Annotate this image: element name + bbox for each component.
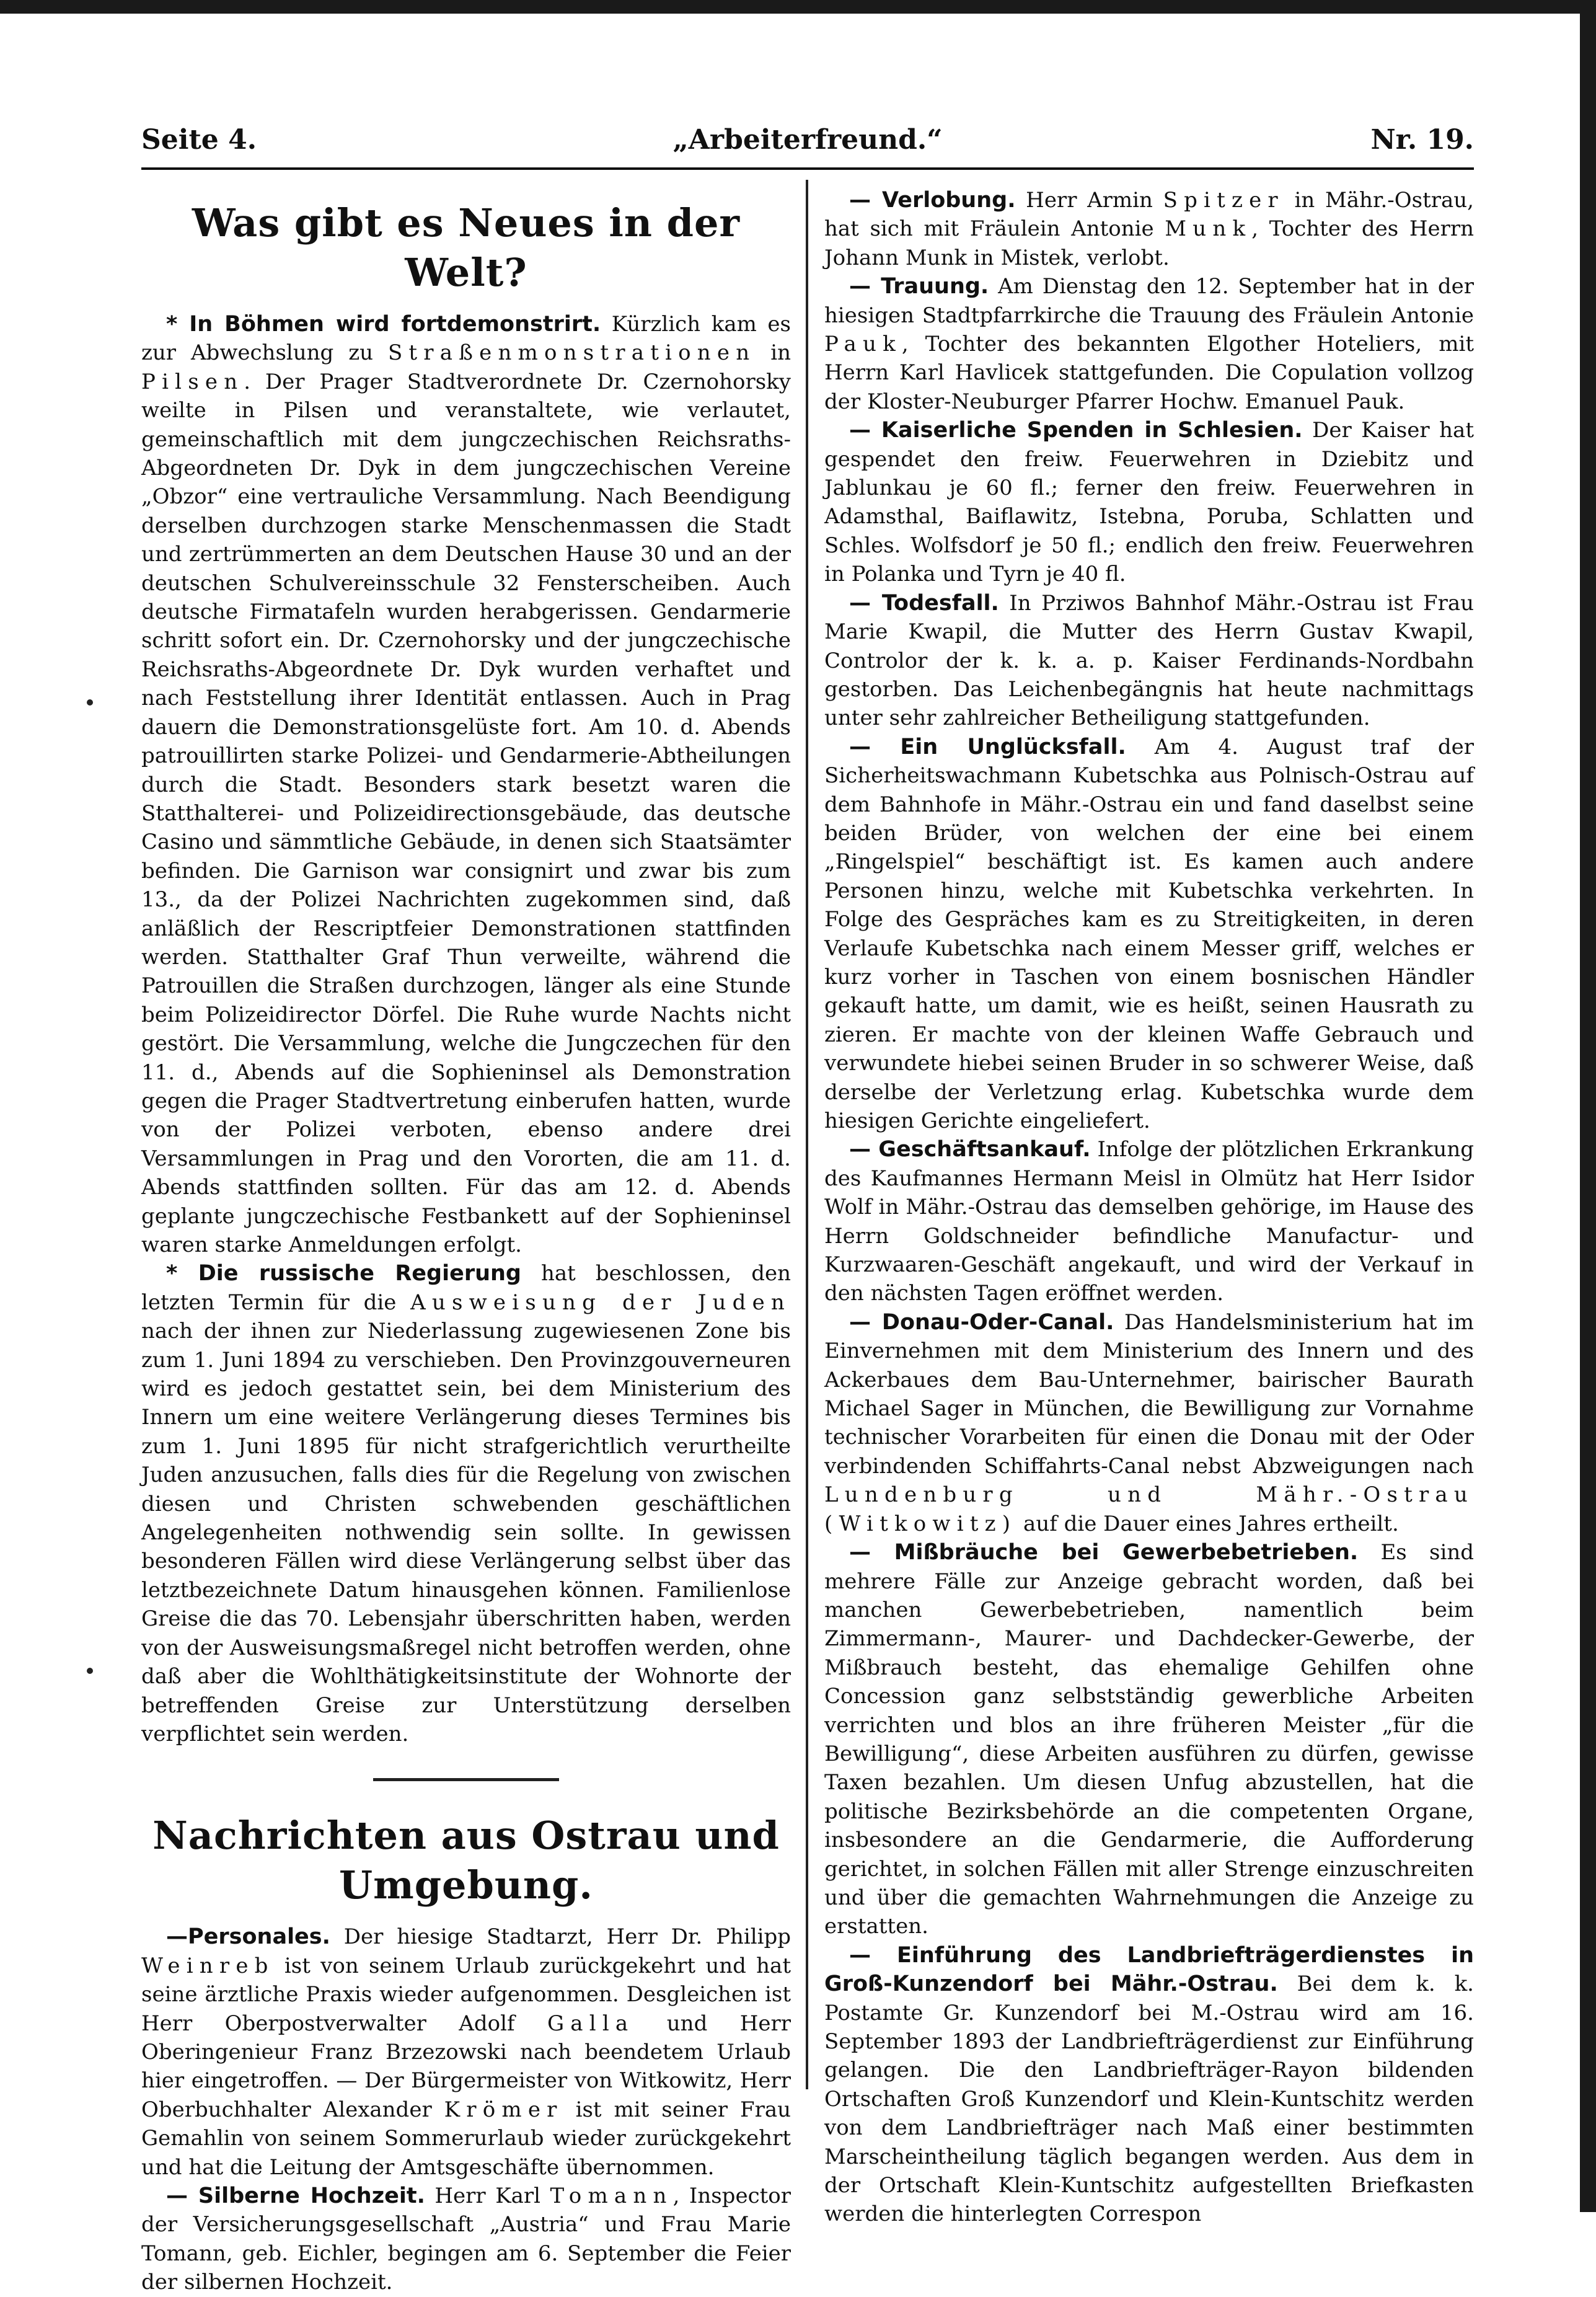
article-wedding: — Trauung. Am Dienstag den 12. September hat in der hiesigen Stadtpfarrkirche die Trauung des Fräulein Antonie Pauk, Tochter des bekannten Elgother Hoteliers, mit Herrn Karl Havlicek stattgefunden. Die Copulation vollzog der Kloster-Neuburger Pfarrer Hochw. Emanuel Pauk. bbox=[824, 274, 1474, 414]
left-column bbox=[141, 186, 791, 2297]
ink-spot bbox=[87, 1668, 93, 1674]
article-headline: — Silberne Hochzeit. bbox=[166, 2183, 425, 2208]
section-title-world-news: Was gibt es Neues in der Welt? bbox=[192, 200, 741, 295]
article-rural-postal-service: — Einführung des Landbriefträgerdienstes in Groß-Kunzendorf bei Mähr.-Ostrau. Bei dem k. k. Postamte Gr. Kunzendorf bei M.-Ostrau wird am 16. September 1893 der Landbriefträgerdienst zur Einführung gelangen. Die den Landbriefträger-Rayon bildenden Ortschaften Groß Kunzendorf und Klein-Kuntschitz werden von dem Landbriefträger nach Maß einer bestimmten Marscheintheilung täglich begangen werden. Aus dem in der Ortschaft Klein-Kuntschitz aufgestellten Briefkasten werden die hinterlegten Correspon bbox=[824, 1942, 1474, 2227]
article-silver-wedding: — Silberne Hochzeit. Herr Karl Tomann, Inspector der Versicherungsgesellschaft „Austria“ und Frau Marie Tomann, geb. Eichler, begingen am 6. September die Feier der silbernen Hochzeit. bbox=[141, 2183, 791, 2295]
article-headline: — Mißbräuche bei Gewerbebetrieben. bbox=[849, 1540, 1359, 1565]
article-accident: — Ein Unglücksfall. Am 4. August traf der Sicherheitswachmann Kubetschka aus Polnisch-Ostrau auf dem Bahnhofe in Mähr.-Ostrau ein und fand daselbst seine beiden Brüder, von welchen der eine bei einem „Ringelspiel“ beschäftigt ist. Es kamen auch andere Personen hinzu, welche mit Kubetschka verkehrten. In Folge des Gespräches kam es zu Streitigkeiten, in deren Verlaufe Kubetschka nach einem Messer griff, welches er kurz vorher in Taschen von einem bosnischen Händler gekauft hatte, um damit, wie es heißt, seinen Hausrath zu zieren. Er machte von der kleinen Waffe Gebrauch und verwundete hiebei seinen Bruder in so schwerer Weise, daß derselbe der Verletzung erlag. Kubetschka wurde dem hiesigen Gerichte eingeliefert. bbox=[824, 734, 1474, 1133]
article-headline: — Ein Unglücksfall. bbox=[849, 734, 1126, 759]
ink-spot bbox=[87, 699, 93, 706]
page-number: Seite 4. bbox=[141, 124, 257, 156]
article-headline: — Kaiserliche Spenden in Schlesien. bbox=[849, 418, 1303, 443]
article-headline: — Todesfall. bbox=[849, 590, 999, 616]
article-russia: * Die russische Regierung hat beschlossen, den letzten Termin für die Ausweisung der Juden nach der ihnen zur Niederlassung zugewiesenen Zone bis zum 1. Juni 1894 zu verschieben. Den Provinzgouverneuren wird es jedoch gestattet sein, bei dem Ministerium des Innern um eine weitere Verlängerung dieses Termines bis zum 1. Juni 1895 für nicht strafgerichtlich verurtheilte Juden anzusuchen, falls dies für die Regelung von zwischen diesen und Christen schwebenden geschäftlichen Angelegenheiten nothwendig sein sollte. In gewissen besonderen Fällen wird diese Verlängerung selbst über das letztbezeichnete Datum hinausgehen können. Familienlose Greise die das 70. Lebensjahr überschritten haben, werden von der Ausweisungsmaßregel nicht betroffen werden, ohne daß aber die Wohlthätigkeitsinstitute der Wohnorte der betreffenden Greise zur Unterstützung derselben verpflichtet sein werden. bbox=[141, 1261, 791, 1746]
article-danube-oder-canal: — Donau-Oder-Canal. Das Handelsministerium hat im Einvernehmen mit dem Ministerium des Innern und des Ackerbaues dem Bau-Unternehmer, bairischer Baurath Michael Sager in München, die Bewilligung zur Vornahme technischer Vorarbeiten für einen die Donau mit der Oder verbindenden Schiffahrts-Canal nebst Abzweigungen nach Lundenburg und Mähr.-Ostrau (Witkowitz) auf die Dauer eines Jahres ertheilt. bbox=[824, 1309, 1474, 1536]
article-trade-abuses: — Mißbräuche bei Gewerbebetrieben. Es sind mehrere Fälle zur Anzeige gebracht worden, daß bei manchen Gewerbebetrieben, namentlich beim Zimmermann-, Maurer- und Dachdecker-Gewerbe, der Mißbrauch besteht, das ehemalige Gehilfen ohne Concession ganz selbstständig gewerbliche Arbeiten verrichten und blos an ihre früheren Meister „für die Bewilligung“, diese Arbeiten ausführen zu dürfen, gewisse Taxen bezahlen. Um diesen Unfug abzustellen, hat die politische Bezirksbehörde an die competenten Organe, insbesondere an die Gendarmerie, die Aufforderung gerichtet, in solchen Fällen mit aller Strenge einzuschreiten und über die gemachten Wahrnehmungen die Anzeige zu erstatten. bbox=[824, 1540, 1474, 1939]
article-bohemia: * In Böhmen wird fortdemonstrirt. Kürzlich kam es zur Abwechslung zu Straßenmonstrationen in Pilsen. Der Prager Stadtverordnete Dr. Czernohorsky weilte in Pilsen und veranstaltete, wie verlautet, gemeinschaftlich mit dem jungczechischen Reichsraths-Abgeordneten Dr. Dyk in dem jungczechischen Vereine „Obzor“ eine vertrauliche Versammlung. Nach Beendigung derselben durchzogen starke Menschenmassen die Stadt und zertrümmerten an dem Deutschen Hause 30 und an der deutschen Schulvereinsschule 32 Fensterscheiben. Auch deutsche Firmatafeln wurden herabgerissen. Gendarmerie schritt sofort ein. Dr. Czernohorsky und der jungczechische Reichsraths-Abgeordnete Dr. Dyk wurden verhaftet und nach Feststellung ihrer Identität entlassen. Auch in Prag dauern die Demonstrationsgelüste fort. Am 10. d. Abends patrouillirten starke Polizei- und Gendarmerie-Abtheilungen durch die Stadt. Besonders stark besetzt waren die Statthalterei- und Polizeidirectionsgebäude, das deutsche Casino und sämmtliche Gebäude, in denen sich Staatsämter befinden. Die Garnison war consignirt und zwar bis zum 13., da der Polizei Nachrichten zugekommen sind, daß anläßlich der Rescriptfeier Demonstrationen stattfinden werden. Statthalter Graf Thun verweilte, während die Patrouillen die Straßen durchzogen, länger als eine Stunde beim Polizeidirector Dörfel. Die Ruhe wurde Nachts nicht gestört. Die Versammlung, welche die Jungczechen für den 11. d., Abends auf die Sophieninsel als Demonstration gegen die Prager Stadtvertretung einberufen hatten, wurde von der Polizei verboten, ebenso andere drei Versammlungen in Prag und den Vororten, die am 11. d. Abends stattfinden sollten. Für das am 12. d. Abends geplante jungczechische Festbankett auf der Sophieninsel waren starke Anmeldungen erfolgt. bbox=[141, 312, 791, 1257]
column-divider bbox=[806, 180, 808, 2089]
article-headline: — Donau-Oder-Canal. bbox=[849, 1309, 1114, 1335]
article-headline: — Einführung des Landbriefträgerdienstes in Groß-Kunzendorf bei Mähr.-Ostrau. bbox=[824, 1942, 1474, 1997]
article-headline: — Geschäftsankauf. bbox=[849, 1137, 1091, 1162]
article-headline: — Trauung. bbox=[849, 274, 989, 299]
article-headline: * In Böhmen wird fortdemonstrirt. bbox=[166, 312, 601, 337]
header-rule bbox=[141, 167, 1474, 170]
newspaper-title: „Arbeiterfreund.“ bbox=[672, 124, 943, 156]
article-imperial-donations: — Kaiserliche Spenden in Schlesien. Der Kaiser hat gespendet den freiw. Feuerwehren in Dziebitz und Jablunkau je 60 fl.; ferner den freiw. Feuerwehren in Adamsthal, Baiflawitz, Istebna, Poruba, Schlatten und Schles. Wolfsdorf je 50 fl.; endlich den freiw. Feuerwehren in Polanka und Tyrn je 40 fl. bbox=[824, 418, 1474, 587]
article-headline: — Verlobung. bbox=[849, 188, 1016, 213]
article-business-purchase: — Geschäftsankauf. Infolge der plötzlichen Erkrankung des Kaufmannes Hermann Meisl in Olmütz hat Herr Isidor Wolf in Mähr.-Ostrau das demselben gehörige, im Hause des Herrn Goldschneider befindliche Manufactur- und Kurzwaaren-Geschäft angekauft, und wird der Verkauf in den nächsten Tagen eröffnet werden. bbox=[824, 1137, 1474, 1306]
article-engagement: — Verlobung. Herr Armin Spitzer in Mähr.-Ostrau, hat sich mit Fräulein Antonie Munk, Tochter des Herrn Johann Munk in Mistek, verlobt. bbox=[824, 188, 1474, 270]
scan-border-right bbox=[1580, 0, 1596, 2212]
article-personales: —Personales. Der hiesige Stadtarzt, Herr Dr. Philipp Weinreb ist von seinem Urlaub zurückgekehrt und hat seine ärztliche Praxis wieder aufgenommen. Desgleichen ist Herr Oberpostverwalter Adolf Galla und Herr Oberingenieur Franz Brzezowski nach beendetem Urlaub hier eingetroffen. — Der Bürgermeister von Witkowitz, Herr Oberbuchhalter Alexander Krömer ist mit seiner Frau Gemahlin von seinem Sommerurlaub wieder zurückgekehrt und hat die Leitung der Amtsgeschäfte übernommen. bbox=[141, 1924, 791, 2180]
article-death: — Todesfall. In Prziwos Bahnhof Mähr.-Ostrau ist Frau Marie Kwapil, die Mutter des Herrn Gustav Kwapil, Controlor der k. k. a. p. Kaiser Ferdinands-Nordbahn gestorben. Das Leichenbegängnis hat heute nachmittags unter sehr zahlreicher Betheiligung stattgefunden. bbox=[824, 590, 1475, 731]
article-headline: * Die russische Regierung bbox=[166, 1261, 521, 1286]
section-title-ostrau-news: Nachrichten aus Ostrau und Umgebung. bbox=[152, 1813, 780, 1908]
issue-number: Nr. 19. bbox=[1370, 124, 1474, 156]
scan-border-top bbox=[0, 0, 1596, 14]
page-header bbox=[141, 124, 1474, 169]
section-separator bbox=[373, 1778, 559, 1781]
article-headline: —Personales. bbox=[166, 1924, 330, 1950]
right-column bbox=[824, 186, 1474, 2229]
